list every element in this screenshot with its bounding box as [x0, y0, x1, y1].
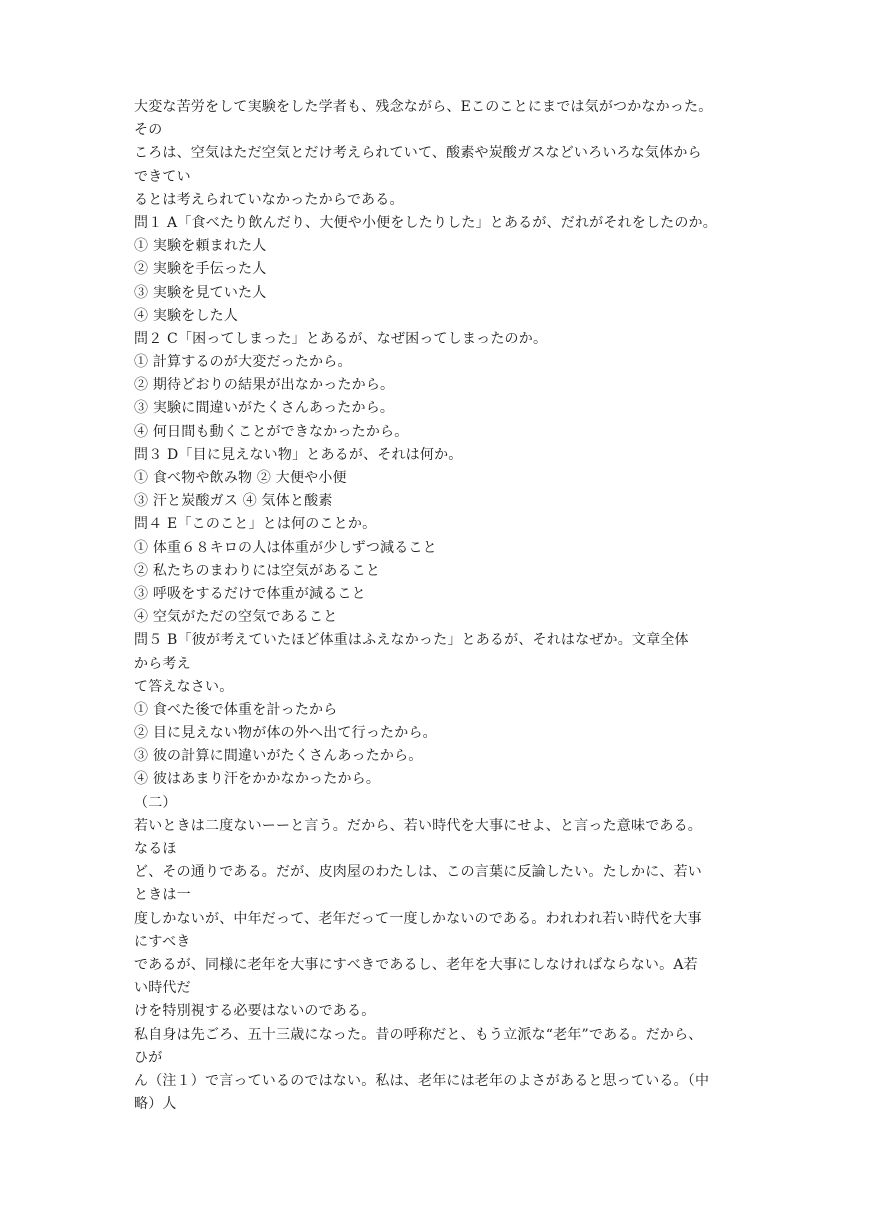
- text-line: ③ 彼の計算に間違いがたくさんあったから。: [134, 748, 423, 765]
- text-line: ころは、空気はただ空気とだけ考えられていて、酸素や炭酸ガスなどいろいろな気体から: [134, 145, 702, 162]
- text-line: て答えなさい。: [134, 678, 234, 695]
- text-line: ① 体重６８キロの人は体重が少しずつ減ること: [134, 539, 437, 556]
- text-line: から考え: [134, 655, 191, 672]
- text-line: ① 実験を頼まれた人: [134, 238, 267, 255]
- text-line: ① 食べ物や飲み物 ② 大便や小便: [134, 470, 347, 486]
- text-line: ④ 彼はあまり汗をかかなかったから。: [134, 771, 381, 788]
- text-line: ② 期待どおりの結果が出なかったから。: [134, 377, 395, 394]
- text-line: ① 食べた後で体重を計ったから: [134, 701, 338, 718]
- text-line: い時代だ: [134, 980, 191, 997]
- text-line: 問４ E「このこと」とは何のことか。: [134, 516, 377, 533]
- text-line: ど、その通りである。だが、皮肉屋のわたしは、この言葉に反論したい。たしかに、若い: [134, 864, 702, 881]
- text-line: ② 私たちのまわりには空気があること: [134, 562, 381, 579]
- text-line: なるほ: [134, 841, 177, 857]
- text-line: できてい: [134, 168, 191, 185]
- text-line: ④ 何日間も動くことができなかったから。: [134, 423, 409, 440]
- text-line: ④ 空気がただの空気であること: [134, 609, 338, 626]
- text-line: 問３ D「目に見えない物」とあるが、それは何か。: [134, 446, 463, 463]
- text-line: ③ 実験を見ていた人: [134, 284, 267, 301]
- text-line: 問５ B「彼が考えていたほど体重はふえなかった」とあるが、それはなぜか。文章全体: [134, 632, 689, 649]
- document-body: [134, 96, 742, 1116]
- text-line: ひが: [134, 1049, 163, 1066]
- text-line: ③ 実験に間違いがたくさんあったから。: [134, 400, 395, 417]
- text-line: ④ 実験をした人: [134, 307, 239, 324]
- text-line: ② 実験を手伝った人: [134, 261, 267, 278]
- text-line: 問２ C「困ってしまった」とあるが、なぜ困ってしまったのか。: [134, 330, 548, 347]
- text-line: （二）: [134, 794, 177, 811]
- text-line: 若いときは二度ないーーと言う。だから、若い時代を大事にせよ、と言った意味である。: [134, 817, 702, 834]
- text-line: 略）人: [134, 1096, 177, 1113]
- text-line: ③ 呼吸をするだけで体重が減ること: [134, 585, 366, 602]
- text-line: その: [134, 122, 163, 139]
- text-line: 度しかないが、中年だって、老年だって一度しかないのである。われわれ若い時代を大事: [134, 910, 702, 927]
- text-line: ときは一: [134, 887, 191, 904]
- text-line: るとは考えられていなかったからである。: [134, 191, 404, 208]
- text-line: であるが、同様に老年を大事にすべきであるし、老年を大事にしなければならない。A若: [134, 956, 698, 973]
- text-line: 私自身は先ごろ、五十三歳になった。昔の呼称だと、もう立派な“老年”である。だから、: [134, 1026, 703, 1043]
- text-line: 大変な苦労をして実験をした学者も、残念ながら、Eこのことにまでは気がつかなかった。: [134, 99, 713, 115]
- text-line: ① 計算するのが大変だったから。: [134, 354, 352, 371]
- text-line: けを特別視する必要はないのである。: [134, 1003, 376, 1020]
- text-line: ③ 汗と炭酸ガス ④ 気体と酸素: [134, 493, 333, 510]
- text-line: にすべき: [134, 933, 191, 950]
- text-line: 問１ A「食べたり飲んだり、大便や小便をしたりした」とあるが、だれがそれをしたのか。: [134, 214, 717, 231]
- text-line: ② 目に見えない物が体の外へ出て行ったから。: [134, 725, 437, 742]
- text-line: ん（注１）で言っているのではない。私は、老年には老年のよさがあると思っている。（中: [134, 1072, 710, 1089]
